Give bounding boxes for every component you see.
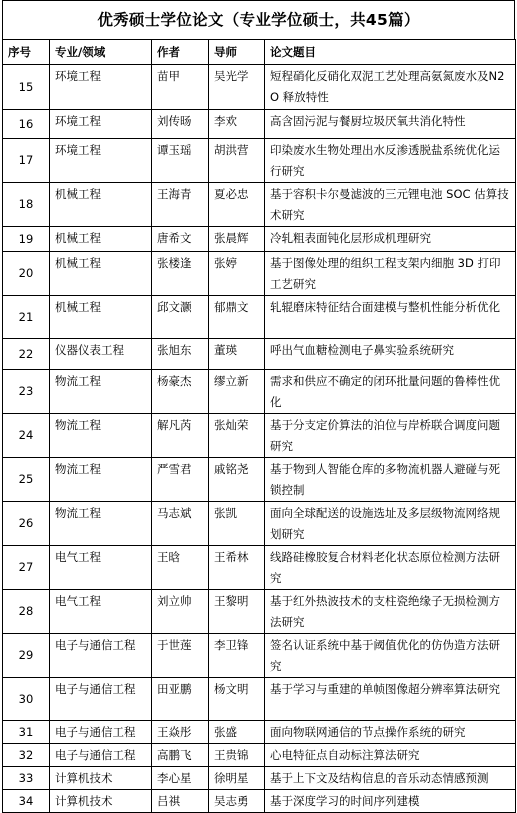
cell-num: 29 (3, 634, 50, 678)
cell-title: 基于红外热波技术的支柱瓷绝缘子无损检测方法研究 (265, 590, 516, 634)
cell-author: 王焱彤 (152, 721, 209, 744)
cell-author: 马志斌 (152, 502, 209, 546)
table-row (3, 678, 516, 721)
cell-field: 电气工程 (50, 546, 152, 590)
cell-title: 基于图像处理的组织工程支架内细胞 3D 打印工艺研究 (265, 252, 516, 296)
table-row (3, 296, 516, 339)
table-row (3, 458, 516, 502)
cell-tutor: 李欢 (209, 110, 265, 139)
cell-tutor: 吴光学 (209, 65, 265, 110)
cell-num: 22 (3, 339, 50, 370)
table-row (3, 502, 516, 546)
cell-num: 21 (3, 296, 50, 339)
header-num: 序号 (3, 40, 50, 65)
cell-title: 心电特征点自动标注算法研究 (265, 744, 516, 767)
cell-tutor: 张婷 (209, 252, 265, 296)
table-row (3, 744, 516, 767)
cell-tutor: 张盛 (209, 721, 265, 744)
cell-field: 仪器仪表工程 (50, 339, 152, 370)
cell-title: 印染废水生物处理出水反渗透脱盐系统优化运行研究 (265, 139, 516, 183)
header-tutor: 导师 (209, 40, 265, 65)
cell-field: 计算机技术 (50, 767, 152, 790)
cell-num: 18 (3, 183, 50, 227)
cell-tutor: 张凯 (209, 502, 265, 546)
cell-field: 电气工程 (50, 590, 152, 634)
cell-field: 机械工程 (50, 183, 152, 227)
cell-num: 34 (3, 790, 50, 813)
cell-field: 电子与通信工程 (50, 634, 152, 678)
header-title: 论文题目 (265, 40, 516, 65)
cell-num: 31 (3, 721, 50, 744)
cell-tutor: 杨文明 (209, 678, 265, 721)
cell-field: 物流工程 (50, 414, 152, 458)
cell-title: 面向物联网通信的节点操作系统的研究 (265, 721, 516, 744)
table-row (3, 590, 516, 634)
table-row (3, 110, 516, 139)
cell-tutor: 徐明星 (209, 767, 265, 790)
cell-field: 计算机技术 (50, 790, 152, 813)
cell-num: 32 (3, 744, 50, 767)
table-row (3, 139, 516, 183)
cell-field: 机械工程 (50, 227, 152, 252)
cell-tutor: 张灿荣 (209, 414, 265, 458)
cell-author: 谭玉瑶 (152, 139, 209, 183)
cell-field: 环境工程 (50, 139, 152, 183)
cell-field: 电子与通信工程 (50, 744, 152, 767)
cell-title: 基于物到人智能仓库的多物流机器人避碰与死锁控制 (265, 458, 516, 502)
cell-field: 环境工程 (50, 110, 152, 139)
cell-field: 机械工程 (50, 252, 152, 296)
cell-tutor: 李卫锋 (209, 634, 265, 678)
cell-title: 签名认证系统中基于阈值优化的仿伪造方法研究 (265, 634, 516, 678)
cell-tutor: 王希林 (209, 546, 265, 590)
header-row (3, 40, 516, 65)
table-row (3, 414, 516, 458)
table-row (3, 634, 516, 678)
cell-field: 电子与通信工程 (50, 678, 152, 721)
table-row (3, 65, 516, 110)
cell-author: 王海青 (152, 183, 209, 227)
cell-num: 33 (3, 767, 50, 790)
cell-author: 吕祺 (152, 790, 209, 813)
cell-title: 基于容积卡尔曼滤波的三元锂电池 SOC 估算技术研究 (265, 183, 516, 227)
cell-field: 电子与通信工程 (50, 721, 152, 744)
cell-author: 邱文灏 (152, 296, 209, 339)
cell-num: 23 (3, 370, 50, 414)
table-row (3, 183, 516, 227)
cell-tutor: 戚铭尧 (209, 458, 265, 502)
cell-num: 20 (3, 252, 50, 296)
cell-tutor: 胡洪营 (209, 139, 265, 183)
cell-num: 15 (3, 65, 50, 110)
table-row (3, 721, 516, 744)
cell-author: 张楼逢 (152, 252, 209, 296)
table-caption: 优秀硕士学位论文（专业学位硕士，共45篇） (2, 0, 515, 39)
table-row (3, 227, 516, 252)
cell-title: 基于深度学习的时间序列建模 (265, 790, 516, 813)
cell-author: 杨豪杰 (152, 370, 209, 414)
cell-author: 李心星 (152, 767, 209, 790)
cell-num: 27 (3, 546, 50, 590)
thesis-list (2, 0, 515, 813)
cell-tutor: 郁鼎文 (209, 296, 265, 339)
thesis-table (2, 39, 516, 813)
cell-num: 24 (3, 414, 50, 458)
table-row (3, 790, 516, 813)
cell-author: 于世莲 (152, 634, 209, 678)
table-row (3, 767, 516, 790)
table-row (3, 252, 516, 296)
cell-num: 26 (3, 502, 50, 546)
cell-title: 面向全球配送的设施选址及多层级物流网络规划研究 (265, 502, 516, 546)
table-row (3, 546, 516, 590)
cell-num: 19 (3, 227, 50, 252)
cell-field: 环境工程 (50, 65, 152, 110)
cell-author: 严雪君 (152, 458, 209, 502)
cell-tutor: 董瑛 (209, 339, 265, 370)
cell-field: 物流工程 (50, 458, 152, 502)
header-author: 作者 (152, 40, 209, 65)
cell-title: 轧辊磨床特征结合面建模与整机性能分析优化 (265, 296, 516, 339)
cell-tutor: 王黎明 (209, 590, 265, 634)
cell-title: 基于学习与重建的单帧图像超分辨率算法研究 (265, 678, 516, 721)
table-row (3, 370, 516, 414)
cell-num: 25 (3, 458, 50, 502)
cell-title: 短程硝化反硝化双泥工艺处理高氨氮废水及N2O 释放特性 (265, 65, 516, 110)
cell-field: 物流工程 (50, 370, 152, 414)
cell-num: 16 (3, 110, 50, 139)
cell-author: 刘立帅 (152, 590, 209, 634)
cell-tutor: 缪立新 (209, 370, 265, 414)
cell-author: 刘传旸 (152, 110, 209, 139)
cell-tutor: 夏必忠 (209, 183, 265, 227)
cell-title: 线路硅橡胶复合材料老化状态原位检测方法研究 (265, 546, 516, 590)
cell-tutor: 王贵锦 (209, 744, 265, 767)
cell-field: 机械工程 (50, 296, 152, 339)
cell-field: 物流工程 (50, 502, 152, 546)
cell-tutor: 吴志勇 (209, 790, 265, 813)
cell-author: 解凡芮 (152, 414, 209, 458)
cell-tutor: 张晨辉 (209, 227, 265, 252)
cell-title: 冷轧粗表面钝化层形成机理研究 (265, 227, 516, 252)
cell-num: 30 (3, 678, 50, 721)
cell-author: 唐希文 (152, 227, 209, 252)
cell-title: 基于上下文及结构信息的音乐动态情感预测 (265, 767, 516, 790)
cell-title: 基于分支定价算法的泊位与岸桥联合调度问题研究 (265, 414, 516, 458)
cell-title: 高含固污泥与餐厨垃圾厌氧共消化特性 (265, 110, 516, 139)
cell-author: 高鹏飞 (152, 744, 209, 767)
cell-num: 17 (3, 139, 50, 183)
cell-author: 王晗 (152, 546, 209, 590)
cell-author: 张旭东 (152, 339, 209, 370)
cell-author: 田亚鹏 (152, 678, 209, 721)
cell-title: 需求和供应不确定的闭环批量问题的鲁棒性优化 (265, 370, 516, 414)
table-row (3, 339, 516, 370)
cell-author: 苗甲 (152, 65, 209, 110)
cell-title: 呼出气血糖检测电子鼻实验系统研究 (265, 339, 516, 370)
cell-num: 28 (3, 590, 50, 634)
header-field: 专业/领域 (50, 40, 152, 65)
